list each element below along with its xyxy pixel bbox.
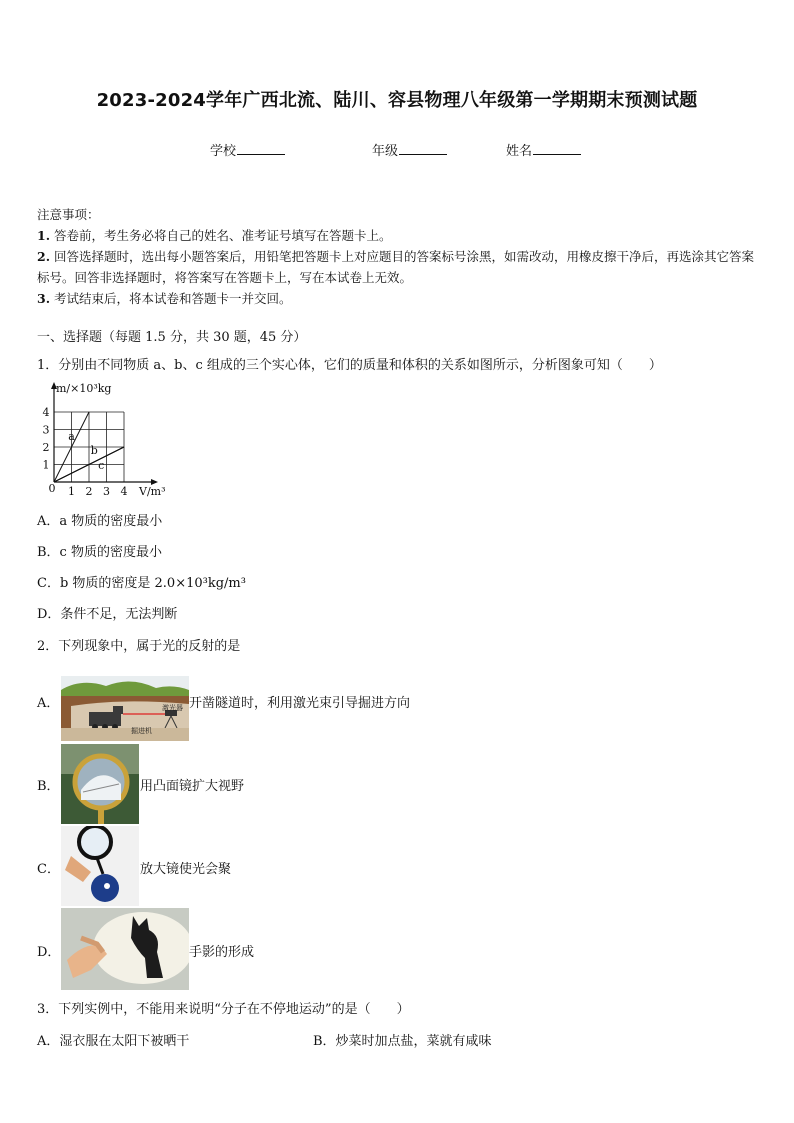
name-label: 姓名 bbox=[506, 144, 533, 159]
grade-field[interactable] bbox=[372, 140, 447, 159]
series-label-b: b bbox=[90, 444, 98, 457]
grade-blank[interactable] bbox=[399, 142, 447, 155]
grade-label: 年级 bbox=[372, 144, 399, 159]
q2-option-c-label[interactable]: C． bbox=[37, 862, 60, 877]
note-text: 答卷前，考生务必将自己的姓名、准考证号填写在答题卡上。 bbox=[54, 228, 392, 243]
magnifier-picture bbox=[61, 826, 139, 906]
q3-option-b[interactable]: B．炒菜时加点盐，菜就有咸味 bbox=[313, 1034, 492, 1049]
note-item-1 bbox=[37, 225, 762, 246]
y-tick-label: 1 bbox=[42, 458, 50, 472]
chart-axes bbox=[51, 382, 158, 485]
q1-option-b[interactable]: B．c 物质的密度最小 bbox=[37, 545, 162, 560]
q1-option-a[interactable]: A．a 物质的密度最小 bbox=[37, 514, 163, 529]
y-tick-label: 3 bbox=[42, 423, 50, 437]
q1-stem: 1．分别由不同物质 a、b、c 组成的三个实心体，它们的质量和体积的关系如图所示，分析图象可知（ ） bbox=[37, 358, 662, 373]
tbm-label: 掘进机 bbox=[131, 727, 152, 735]
series-label-c: c bbox=[98, 458, 105, 472]
q1-option-d[interactable]: D．条件不足，无法判断 bbox=[37, 607, 178, 622]
x-tick-label: 2 bbox=[85, 485, 93, 498]
q1-option-c[interactable]: C．b 物质的密度是 2.0×10³kg/m³ bbox=[37, 576, 246, 591]
note-num: 3. bbox=[37, 291, 51, 306]
x-tick-label: 1 bbox=[68, 485, 75, 498]
note-text: 考试结束后，将本试卷和答题卡一并交回。 bbox=[54, 291, 292, 306]
x-axis-label: V/m³ bbox=[139, 485, 166, 498]
q2-option-b-text[interactable]: 用凸面镜扩大视野 bbox=[140, 779, 245, 794]
q2-stem: 2．下列现象中，属于光的反射的是 bbox=[37, 639, 241, 654]
chart-grid bbox=[54, 412, 124, 482]
notes-heading: 注意事项： bbox=[37, 207, 100, 222]
q2-option-c-text[interactable]: 放大镜使光会聚 bbox=[140, 862, 232, 877]
q2-option-d-text[interactable]: 手影的形成 bbox=[189, 945, 255, 960]
note-text: 回答选择题时，选出每小题答案后，用铅笔把答题卡上对应题目的答案标号涂黑，如需改动，用橡皮擦干净后，再选涂其它答案标号。回答非选择题时，将答案写在答题卡上，写在本试卷上无效。 bbox=[37, 249, 755, 285]
y-tick-label: 4 bbox=[42, 406, 50, 419]
note-item-2 bbox=[37, 246, 762, 288]
hand-shadow-picture bbox=[61, 908, 189, 990]
school-field[interactable] bbox=[210, 140, 285, 159]
page-title: 2023-2024学年广西北流、陆川、容县物理八年级第一学期期末预测试题 bbox=[96, 90, 698, 111]
series-label-a: a bbox=[68, 430, 75, 443]
q3-stem: 3．下列实例中，不能用来说明“分子在不停地运动”的是（ ） bbox=[37, 1002, 410, 1017]
x-tick-label: 4 bbox=[120, 485, 128, 498]
section-heading: 一、选择题（每题 1.5 分，共 30 题，45 分） bbox=[37, 330, 307, 345]
y-axis-label: m/×10³kg bbox=[56, 382, 112, 395]
school-label: 学校 bbox=[210, 144, 237, 159]
tunnel-laser-picture bbox=[61, 676, 189, 741]
name-field[interactable] bbox=[506, 140, 581, 159]
note-item-3 bbox=[37, 288, 762, 309]
chart-text bbox=[43, 382, 166, 498]
x-tick-label: 3 bbox=[103, 485, 110, 498]
laser-label: 激光器 bbox=[162, 704, 183, 712]
q2-option-a-label[interactable]: A． bbox=[37, 696, 60, 711]
notes-block bbox=[37, 204, 762, 309]
convex-mirror-picture bbox=[61, 744, 139, 824]
y-tick-label: 2 bbox=[42, 441, 50, 454]
mass-volume-chart bbox=[36, 378, 176, 500]
q3-option-a[interactable]: A．湿衣服在太阳下被晒干 bbox=[37, 1034, 190, 1049]
q2-option-d-label[interactable]: D． bbox=[37, 945, 61, 960]
q2-option-a-text[interactable]: 开凿隧道时，利用激光束引导掘进方向 bbox=[189, 696, 411, 711]
name-blank[interactable] bbox=[533, 142, 581, 155]
origin-label: 0 bbox=[48, 482, 56, 495]
q2-option-b-label[interactable]: B． bbox=[37, 779, 60, 794]
note-num: 2. bbox=[37, 249, 51, 264]
school-blank[interactable] bbox=[237, 142, 285, 155]
note-num: 1. bbox=[37, 228, 51, 243]
